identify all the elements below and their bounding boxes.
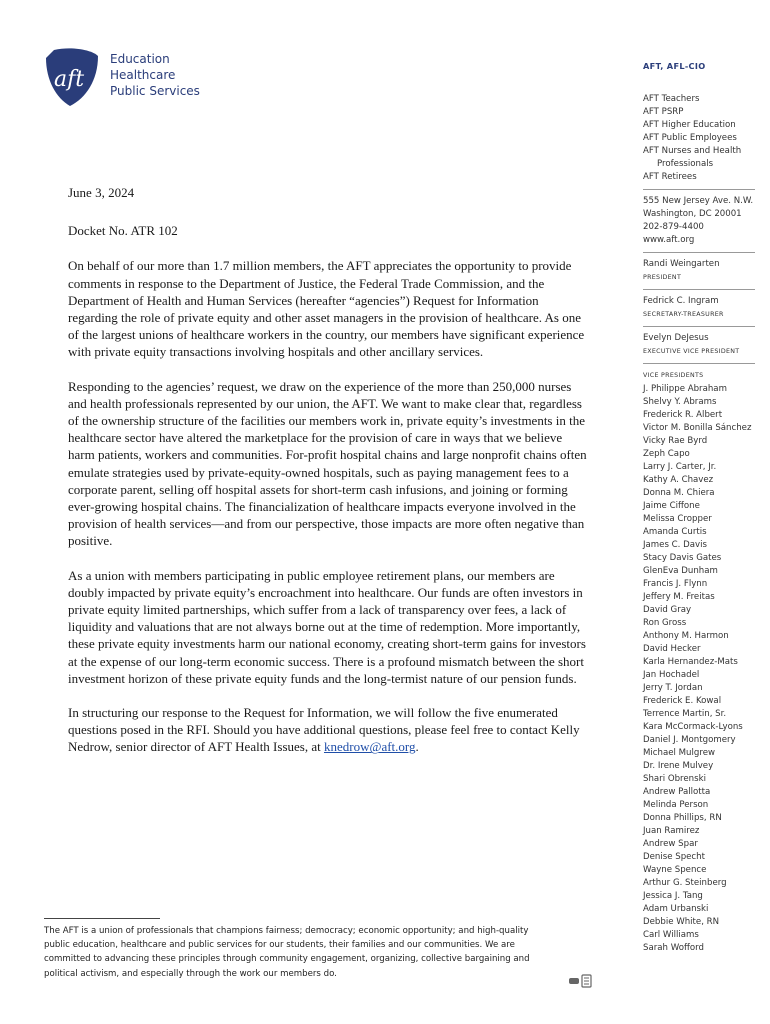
vice-president-name: Vicky Rae Byrd [643, 436, 708, 446]
vice-president-name: Arthur G. Steinberg [643, 878, 727, 888]
division-item: AFT Retirees [643, 172, 697, 182]
officer-title: EXECUTIVE VICE PRESIDENT [643, 348, 740, 355]
docket-number: Docket No. ATR 102 [68, 223, 178, 239]
website: www.aft.org [643, 235, 695, 245]
vice-president-name: Shari Obrenski [643, 774, 706, 784]
divider [643, 189, 755, 190]
sidebar [643, 60, 768, 955]
vice-president-name: Donna M. Chiera [643, 488, 715, 498]
vice-president-name: Terrence Martin, Sr. [643, 709, 727, 719]
vice-president-name: Ron Gross [643, 618, 687, 628]
division-item: AFT Nurses and Health [643, 146, 742, 156]
vice-president-name: Juan Ramirez [643, 826, 700, 836]
vice-president-name: Donna Phillips, RN [643, 813, 722, 823]
officer-name: Evelyn DeJesus [643, 333, 709, 343]
vice-president-name: Melinda Person [643, 800, 709, 810]
officer-name: Randi Weingarten [643, 259, 720, 269]
letter-body [68, 184, 588, 773]
paragraph-text: In structuring our response to the Request for Information, we will follow the five enumerated questions posed in the RFI. Should you have additional questions, please feel free to contact Kelly Nedrow, senior director of AFT Health Issues, at [68, 705, 580, 755]
vice-president-name: Denise Specht [643, 852, 705, 862]
vice-president-name: Sarah Wofford [643, 943, 704, 953]
logo-mark-text: aft [54, 67, 85, 92]
vice-president-name: Karla Hernandez-Mats [643, 657, 738, 667]
vice-president-name: Michael Mulgrew [643, 748, 716, 758]
division-item: AFT Public Employees [643, 133, 737, 143]
vice-president-name: Jan Hochadel [643, 670, 700, 680]
vice-president-name: Wayne Spence [643, 865, 707, 875]
brand-line: Healthcare [110, 68, 176, 82]
address-block [643, 195, 768, 247]
paragraph: Responding to the agencies’ request, we draw on the experience of the more than 250,000 nurses and health professionals represented by our union, the AFT. We want to make clear that, regardless of the ownership structure of the facilities our members work in, private equity’s investments in the healthcare sector have altered the marketplace for the provision of care in ways that we believe harm patients, workers and communities. For-profit hospital chains and large nonprofit chains often emulate strategies used by private-equity-owned hospitals, such as paying management fees to a corporate parent, selling off hospital assets for short-term cash infusions, and joining or forming ever-growing hospital chains. The financialization of healthcare impacts everyone involved in the provision of health services—and from our perspective, those impacts are more often negative than positive. [68, 378, 587, 549]
vice-president-name: Melissa Cropper [643, 514, 712, 524]
phone: 202-879-4400 [643, 222, 704, 232]
vice-president-name: GlenEva Dunham [643, 566, 718, 576]
vice-president-name: Stacy Davis Gates [643, 553, 722, 563]
vice-president-name: Andrew Spar [643, 839, 698, 849]
aft-logo [44, 46, 100, 106]
vice-president-name: Francis J. Flynn [643, 579, 708, 589]
vice-presidents-heading: VICE PRESIDENTS [643, 372, 704, 379]
vice-president-name: Debbie White, RN [643, 917, 720, 927]
vice-president-name: Andrew Pallotta [643, 787, 711, 797]
vice-president-name: Jerry T. Jordan [643, 683, 703, 693]
vice-president-name: Carl Williams [643, 930, 699, 940]
footnote: The AFT is a union of professionals that champions fairness; democracy; economic opportunity; and high-quality public education, healthcare and public services for our students, their families and our communities. We are committed to advancing these principles through community engagement, organizing, collective bargaining and political activism, and especially through the work our members do. [44, 926, 530, 979]
address-line: Washington, DC 20001 [643, 209, 742, 219]
vice-president-name: Daniel J. Montgomery [643, 735, 736, 745]
divider [643, 326, 755, 327]
vice-president-name: David Hecker [643, 644, 701, 654]
vice-president-name: Frederick E. Kowal [643, 696, 722, 706]
brand-tagline [110, 51, 200, 99]
vice-president-name: James C. Davis [643, 540, 707, 550]
division-item: AFT PSRP [643, 107, 684, 117]
officer [643, 332, 768, 358]
vice-president-name: Anthony M. Harmon [643, 631, 729, 641]
division-item: Professionals [657, 159, 714, 169]
officer [643, 295, 768, 321]
brand-line: Education [110, 52, 170, 66]
vice-president-name: Amanda Curtis [643, 527, 707, 537]
divider [643, 363, 755, 364]
vice-president-name: J. Philippe Abraham [643, 384, 727, 394]
division-list [643, 93, 768, 184]
officer [643, 258, 768, 284]
paragraph-end: . [415, 739, 419, 755]
division-item: AFT Teachers [643, 94, 700, 104]
divider [643, 252, 755, 253]
vice-president-name: David Gray [643, 605, 692, 615]
vice-president-name: Shelvy Y. Abrams [643, 397, 717, 407]
vice-president-name: Adam Urbanski [643, 904, 709, 914]
paragraph [68, 704, 588, 756]
vice-president-name: Zeph Capo [643, 449, 690, 459]
brand-line: Public Services [110, 84, 200, 98]
divider [643, 289, 755, 290]
vice-president-name: Jessica J. Tang [643, 891, 703, 901]
vice-president-name: Larry J. Carter, Jr. [643, 462, 717, 472]
letter-date: June 3, 2024 [68, 185, 135, 200]
division-item: AFT Higher Education [643, 120, 736, 130]
vice-president-name: Dr. Irene Mulvey [643, 761, 714, 771]
address-line: 555 New Jersey Ave. N.W. [643, 196, 754, 206]
paragraph: As a union with members participating in public employee retirement plans, our members are doubly impacted by private equity’s encroachment into healthcare. Our funds are often investors in private equity limited partnerships, which suffer from a lack of transparency over fees, a lack of liquidity and valuations that are not always borne out at the time of redemption. More importantly, these private equity investments harm our national economy, creating short-term gains for investors at the expense of our long-term economic success. There is a profound mismatch between the short investment horizon of these private equity funds and the long-termist nature of our pension funds. [68, 567, 586, 686]
vice-president-name: Frederick R. Albert [643, 410, 723, 420]
email-link[interactable]: knedrow@aft.org [323, 739, 416, 755]
officer-title: PRESIDENT [643, 274, 682, 281]
officer-title: SECRETARY-TREASURER [643, 311, 724, 318]
officer-name: Fedrick C. Ingram [643, 296, 719, 306]
vice-president-name: Jeffery M. Freitas [643, 592, 715, 602]
footnote-divider [44, 918, 160, 919]
vice-president-name: Victor M. Bonilla Sánchez [643, 423, 752, 433]
union-bug-icon [568, 974, 594, 988]
vice-president-name: Kara McCormack-Lyons [643, 722, 743, 732]
vice-president-name: Jaime Ciffone [643, 501, 700, 511]
vice-president-name: Kathy A. Chavez [643, 475, 714, 485]
org-name: AFT, AFL-CIO [643, 61, 706, 71]
vice-presidents-list [643, 383, 768, 955]
paragraph: On behalf of our more than 1.7 million members, the AFT appreciates the opportunity to provide comments in response to the Department of Justice, the Federal Trade Commission, and the Department of Health and Human Services (hereafter “agencies”) Request for Information regarding the role of private equity and other asset managers in the provision of healthcare. As one of the largest unions of healthcare workers in the country, our members have significant experience with private equity transactions involving hospitals and other ancillary services. [68, 258, 585, 360]
